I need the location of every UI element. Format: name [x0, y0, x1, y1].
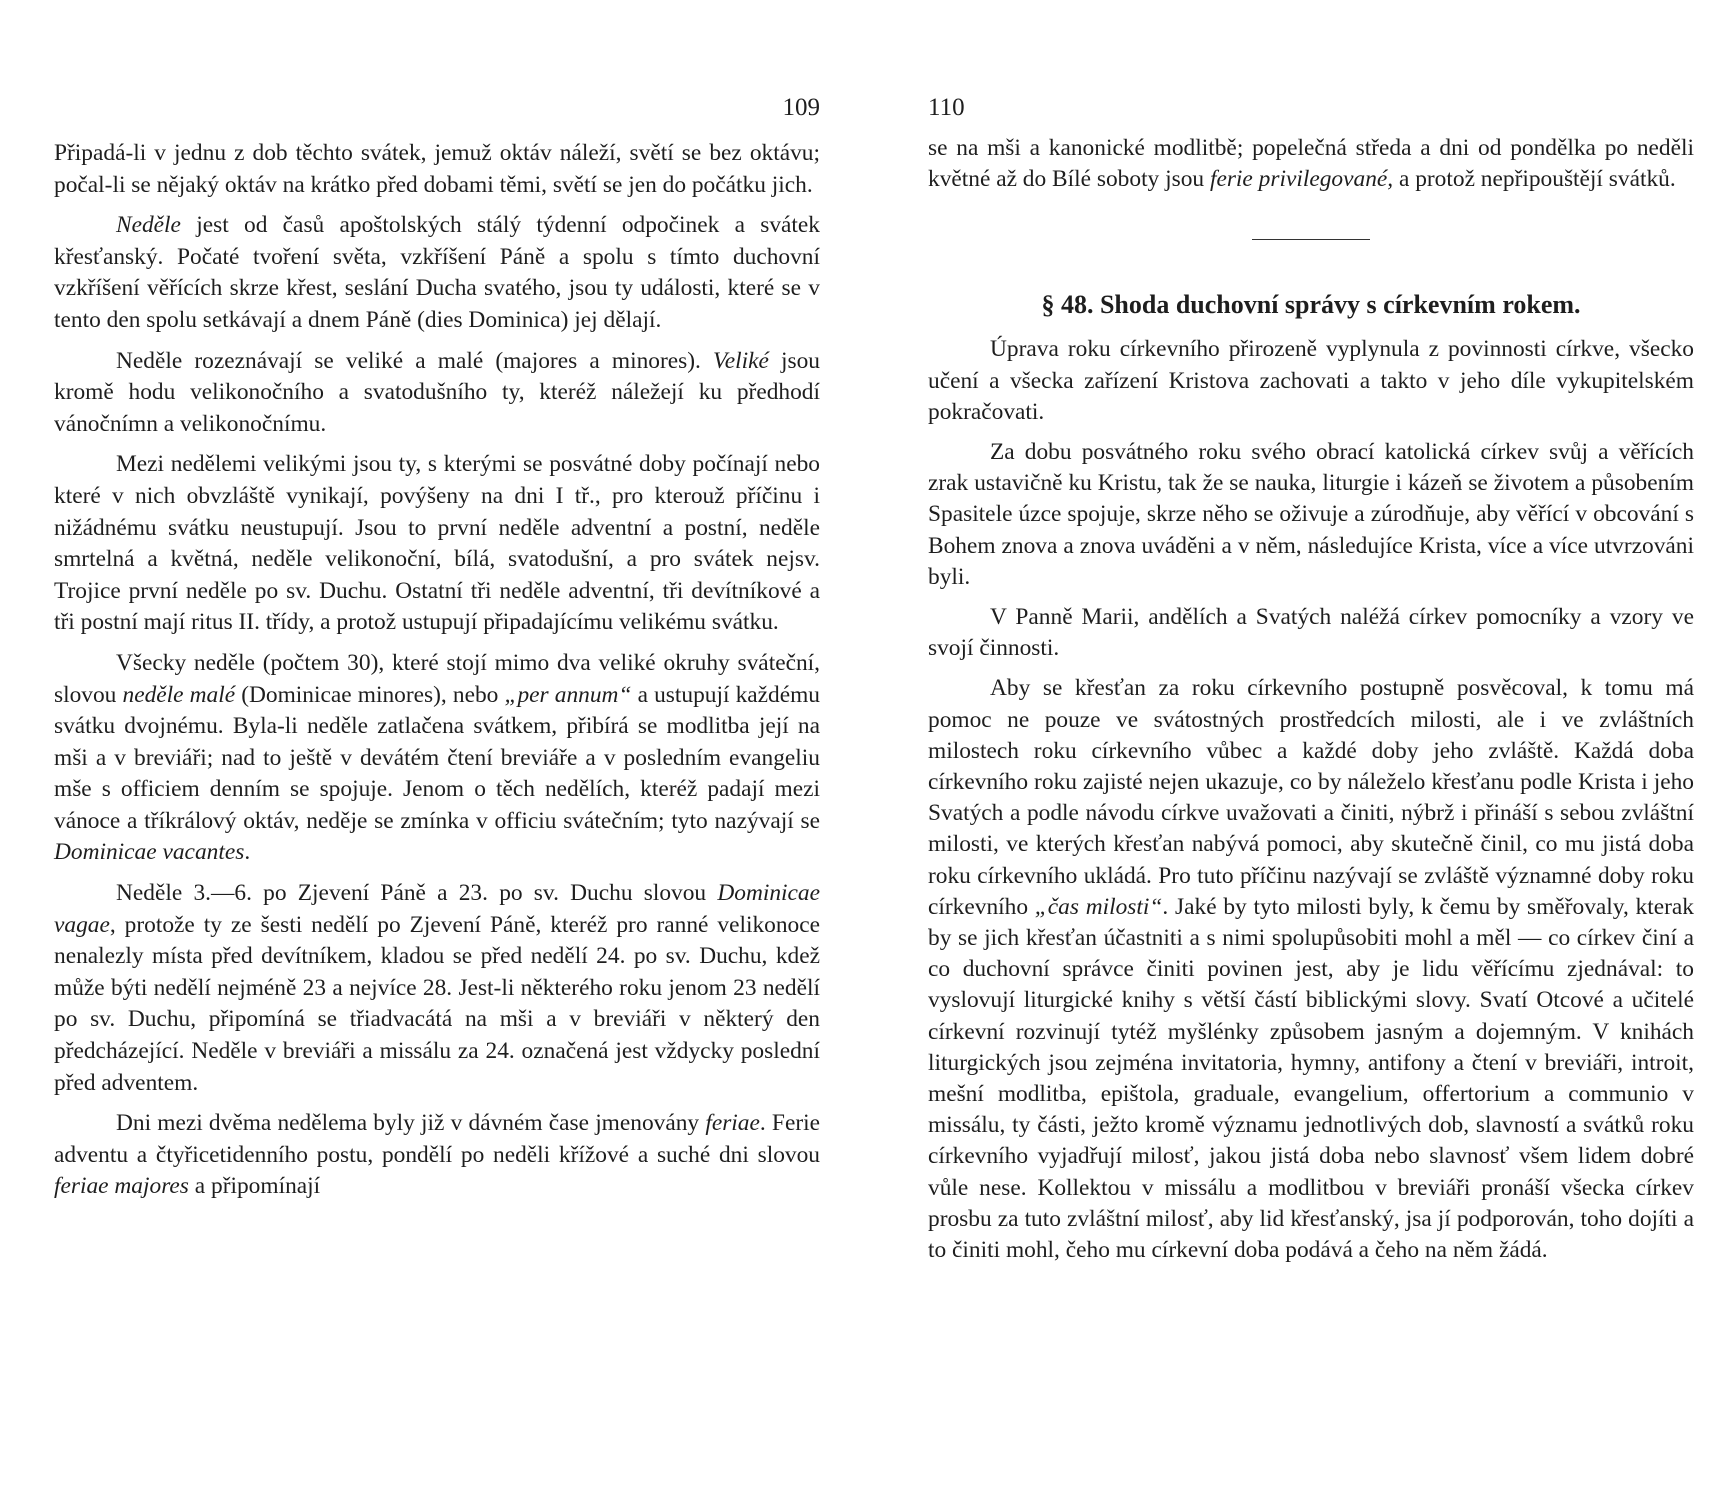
left-page-text — [54, 138, 820, 1212]
paragraph: Připadá-li v jednu z dob těchto svátek, jemuž oktáv náleží, světí se bez oktávu; počal-li se nějaký oktáv na krátko před dobami těmi, světí se jen do počátku jich. — [54, 140, 820, 198]
emphasis-term: Neděle — [116, 212, 181, 239]
paragraph: Neděle 3.—6. po Zjevení Páně a 23. po sv. Duchu slovou Dominicae vagae, protože ty ze šesti nedělí po Zjevení Páně, kteréž pro ranné velikonoce nenalezly místa před devítníkem, kladou se před nedělí 24. po sv. Duchu, kdež může býti nedělí nejméně 23 a nejvíce 28. Jest-li některého roku jenom 23 nedělí po sv. Duchu, připomíná se třiadvacátá na mši a v breviáři v některý den předcházející. Neděle v breviáři a missálu za 24. označená jest vždycky poslední před adventem. — [54, 880, 820, 1096]
paragraph: Dni mezi dvěma nedělema byly již v dávném čase jmenovány feriae. Ferie adventu a čtyřicetidenního postu, pondělí po neděli křížové a suché dni slovou feriae majores a připomínají — [54, 1110, 820, 1200]
right-page-text — [928, 133, 1694, 1275]
paragraph: Úprava roku církevního přirozeně vyplynula z povinnosti církve, všecko učení a všecka zařízení Kristova zachovati a takto v jeho díle vykupitelském pokračovati. — [928, 336, 1694, 425]
paragraph: Za dobu posvátného roku svého obrací katolická církev svůj a věřících zrak ustavičně ku Kristu, tak že se nauka, liturgie i kázeň se životem a působením Spasitele úzce spojuje, skrze něho se oživuje a zúrodňuje, aby věřící v obcování s Bohem znova a znova uváděni a v něm, následujíce Krista, více a více utvrzováni byli. — [928, 439, 1694, 590]
emphasis-term: feriae majores — [54, 1173, 189, 1200]
emphasis-term: ferie privilegované, — [1209, 166, 1394, 193]
paragraph: Neděle rozeznávají se veliké a malé (majores a minores). Veliké jsou kromě hodu velikonočního a svatodušního ty, kteréž náležejí ku předhodí vánočnímn a velikonočnímu. — [54, 347, 820, 437]
paragraph: Všecky neděle (počtem 30), které stojí mimo dva veliké okruhy sváteční, slovou neděle malé (Dominicae minores), nebo „per annum“ a ustupují každému svátku dvojnému. Byla-li neděle zatlačena svátkem, přibírá se modlitba její na mši a v breviáři; nad to ještě v devátém čtení breviáře a v posledním evangeliu mše s officiem denním se spojuje. Jenom o těch nedělích, kteréž padají mezi vánoce a tříkrálový oktáv, neděje se zmínka v officiu svátečním; tyto nazývají se Dominicae vacantes. — [54, 649, 821, 866]
page-number-left: 109 — [782, 94, 820, 121]
emphasis-term: neděle malé — [122, 681, 236, 708]
emphasis-term: Dominicae vacantes — [54, 839, 245, 866]
emphasis-term: Veliké — [713, 347, 769, 374]
paragraph: Aby se křesťan za roku církevního postupně posvěcoval, k tomu má pomoc ne pouze ve svátostných prostředcích milosti, ale i ve zvláštních milostech roku církevního vůbec a každé doby jeho zvláště. Každá doba církevního roku zajisté nejen ukazuje, co by náleželo křesťanu podle Krista i jeho Svatých a podle návodu církve uvažovati a činiti, nýbrž i přináší s sebou zvláštní milosti, ve kterých křesťan nabývá pomoci, aby skutečně činil, co mu jistá doba roku církevního ukládá. Pro tuto příčinu nazývají se zvláště významné doby roku církevního „čas milosti“. Jaké by tyto milosti byly, k čemu by směřovaly, kterak by se jich křesťan účastniti a s nimi spolupůsobiti mohl a měl — co církev činí a co duchovní správce činiti povinen jest, aby je lidu věřícímu zjednával: to vyslovují liturgické knihy s větší částí biblickými slovy. Svatí Otcové a učitelé církevní rozvinují tytéž myšlénky způsobem jasným a dojemným. V knihách liturgických jsou zejména invitatoria, hymny, antifony a čtení v breviáři, introit, mešní modlitba, epištola, graduale, evangelium, offertorium a communio v missálu, ty části, ježto kromě významu jednotlivých dob, slavností a svátků roku církevního vyjadřují milosť, jakou jistá doba nebo slavnosť všem lidem dobré vůle nese. Kollektou v missálu a modlitbou v breviáři pronáší všecka církev prosbu za tuto zvláštní milosť, aby lid křesťanský, jsa jí podporován, toho dojíti a to činiti mohl, čeho mu církevní doba podává a čeho na něm žádá. — [928, 675, 1694, 1264]
emphasis-term: „per annum“ — [504, 681, 632, 708]
paragraph: se na mši a kanonické modlitbě; popelečná středa a dni od pondělka po neděli květné až do Bílé soboty jsou ferie privilegované, a protož nepřipouštějí svátků. — [928, 135, 1694, 193]
paragraph: Neděle jest od časů apoštolských stálý týdenní odpočinek a svátek křesťanský. Počaté tvoření světa, vzkříšení Páně a spolu s tímto duchovní vzkříšení věřících skrze křest, seslání Ducha svatého, jsou ty události, které se v tento den spolu setkávají a dnem Páně (dies Dominica) jej dělají. — [54, 212, 820, 333]
emphasis-term: Dominicae vagae — [54, 880, 820, 938]
section-heading: § 48. Shoda duchovní správy s církevním rokem. — [1041, 290, 1581, 320]
page-number-right: 110 — [928, 94, 965, 121]
emphasis-term: feriae — [705, 1110, 760, 1137]
paragraph: Mezi nedělemi velikými jsou ty, s kterými se posvátné doby počínají nebo které v nich obvzláště vynikají, povýšeny na dni I tř., pro kterouž příčinu i nižádnému svátku neustupují. Jsou to první neděle adventní a postní, neděle smrtelná a květná, neděle velikonoční, bílá, svatodušní, a pro svátek nejsv. Trojice první neděle po sv. Duchu. Ostatní tři neděle adventní, tři devítníkové a tři postní mají ritus II. třídy, a protož ustupují připadajícímu velikému svátku. — [54, 451, 820, 636]
emphasis-term: „čas milosti“ — [1034, 893, 1163, 920]
section-divider — [1252, 239, 1370, 240]
paragraph: V Panně Marii, andělích a Svatých naléžá církev pomocníky a vzory ve svojí činnosti. — [928, 604, 1694, 662]
